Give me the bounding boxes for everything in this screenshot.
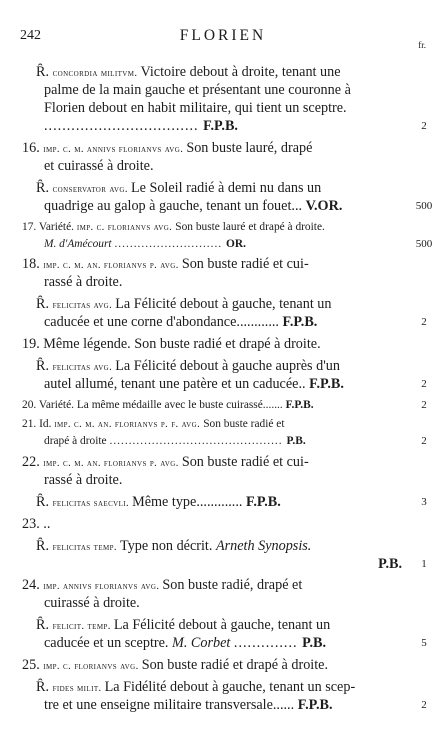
entry-number: 24. [22,577,44,593]
catalogue-line [22,537,402,557]
entry-number: 18. [22,256,44,272]
catalogue-line [22,656,402,676]
price-value: 2 [421,378,427,390]
legend-text: felicit. temp. [52,621,114,632]
legend-text: imp. c. m. an. florianvs p. avg. [43,458,182,469]
description-text: autel allumé, tenant une patère et un caducée.. [44,376,310,392]
description-text: quadrige au galop à gauche, tenant un fouet... [44,198,306,214]
module-mark: P.B. [302,635,327,651]
legend-text: imp. c. m. an. florianvs p. avg. [43,260,182,271]
catalogue-line [22,179,402,199]
page-header [20,28,426,50]
entry-number: 22. [22,454,44,470]
description-text: Type non décrit. [120,538,216,554]
legend-text: felicitas saecvli. [52,498,133,509]
description-text: La Félicité debout à gauche, tenant un [113,617,331,633]
module-mark: P.B. [286,435,306,447]
reverse-symbol: Ȓ. [36,64,53,80]
description-text: Son buste radié et cui- [181,256,309,272]
legend-text: imp. c. m. an. florianvs p. f. avg. [54,419,204,430]
catalogue-line [22,594,402,612]
catalogue-line [22,432,402,450]
module-mark: F.P.B. [309,376,344,392]
catalogue-line [22,576,402,596]
legend-text: conservator avg. [52,184,131,195]
citation-text: M. d'Amécourt [44,238,115,250]
description-text: caducée et une corne d'abondance............ [44,314,283,330]
description-text: caducée et un sceptre. [44,635,173,651]
entry-number: 17. [22,221,39,233]
catalogue-line [22,235,402,253]
page-number: 242 [20,28,41,43]
currency-label: fr. [418,40,426,50]
variant-label: Variété. [38,221,77,233]
description-text: .. [43,516,51,532]
description-text: palme de la main gauche et présentant une couronne à [44,82,351,98]
entry-number: 21. [22,418,40,430]
description-text: Le Soleil radié à demi nu dans un [130,180,322,196]
legend-text: felicitas avg. [52,300,116,311]
leader-dots: .............. [233,635,303,651]
legend-text: felicitas temp. [52,542,121,553]
description-text: rassé à droite. [44,472,123,488]
catalogue-line [22,357,402,377]
module-mark: F.P.B. [245,494,281,510]
legend-text: felicitas avg. [52,362,116,373]
catalogue-line [22,99,402,117]
catalogue-line [22,63,402,83]
catalogue-line [22,471,402,489]
module-mark: OR. [226,238,246,250]
description-text: Même type............. [132,494,246,510]
price-value: 5 [421,637,427,649]
catalogue-line [22,117,402,135]
description-text: Son buste lauré et drapé à droite. [175,221,325,233]
leader-dots: ............................................. [109,435,287,447]
description-text: La Félicité debout à gauche auprès d'un [115,358,340,374]
catalogue-line [22,375,402,393]
reverse-symbol: Ȓ. [36,617,53,633]
leader-dots: .................................. [44,118,204,134]
catalogue-line [22,139,402,159]
catalogue-line [22,515,402,533]
description-text: cuirassé à droite. [44,595,140,611]
price-value: 2 [421,316,427,328]
description-text: drapé à droite [44,435,110,447]
leader-dots: ............................ [114,238,227,250]
citation-text: M. Corbet [172,635,234,651]
catalogue-line [22,157,402,175]
description-text: rassé à droite. [44,274,123,290]
description-text: Variété. La même médaille avec le buste cuirassé....... [38,399,286,411]
description-text: Son buste radié et drapé à droite. [141,657,329,673]
legend-text: imp. c. florianvs avg. [76,222,176,233]
reverse-symbol: Ȓ. [36,538,53,554]
description-text: tre et une enseigne militaire transversale...... [44,697,298,713]
module-mark: P.B. [378,556,402,572]
price-value: 2 [421,120,427,132]
catalogue-line [22,396,402,414]
citation-text: Arneth Synopsis. [215,538,312,554]
catalogue-line [22,616,402,636]
entry-number: 16. [22,140,44,156]
catalogue-line [22,295,402,315]
entry-number: 25. [22,657,44,673]
description-text: Son buste radié et [203,418,285,430]
description-text: Son buste lauré, drapé [186,140,313,156]
legend-text: imp. annivs florianvs avg. [43,581,163,592]
price-value: 500 [415,238,433,250]
catalogue-line [22,335,402,353]
legend-text: imp. c. florianvs avg. [43,661,142,672]
reverse-symbol: Ȓ. [36,296,53,312]
catalogue-line [22,678,402,698]
catalogue-line [22,81,402,99]
price-value: 500 [415,200,433,212]
entry-number: 20. [22,399,39,411]
variant-label: Id. [39,418,55,430]
catalogue-line [22,197,402,215]
catalogue-line [22,273,402,291]
entry-number: 19. [22,336,44,352]
page-title: FLORIEN [179,27,267,44]
reverse-symbol: Ȓ. [36,358,53,374]
catalogue-line [22,493,402,513]
legend-text: fides milit. [52,683,105,694]
catalogue-line [22,696,402,714]
catalogue-line [22,313,402,331]
price-value: 2 [421,399,427,411]
entry-number: 23. [22,516,44,532]
description-text: Florien debout en habit militaire, qui tient un sceptre. [44,100,347,116]
description-text: et cuirassé à droite. [44,158,154,174]
module-mark: F.P.B. [203,118,238,134]
reverse-symbol: Ȓ. [36,180,53,196]
catalogue-line [22,255,402,275]
reverse-symbol: Ȓ. [36,679,53,695]
reverse-symbol: Ȓ. [36,494,53,510]
legend-text: concordia militvm. [52,68,141,79]
description-text: La Félicité debout à gauche, tenant un [115,296,332,312]
price-value: 2 [421,699,427,711]
module-mark: F.P.B. [297,697,333,713]
description-text: Même légende. Son buste radié et drapé à droite. [43,336,321,352]
price-value: 3 [421,496,427,508]
description-text: La Fidélité debout à gauche, tenant un scep- [104,679,356,695]
price-value: 2 [421,435,427,447]
module-mark: F.P.B. [282,314,318,330]
description-text: Victoire debout à droite, tenant une [140,64,341,80]
description-text: Son buste radié, drapé et [162,577,303,593]
module-mark: F.P.B. [285,399,314,411]
catalogue-line [22,634,402,652]
catalogue-line [22,453,402,473]
price-value: 1 [421,558,427,570]
description-text: Son buste radié et cui- [181,454,309,470]
legend-text: imp. c. m. annivs florianvs avg. [43,144,187,155]
module-mark: V.OR. [305,198,343,214]
